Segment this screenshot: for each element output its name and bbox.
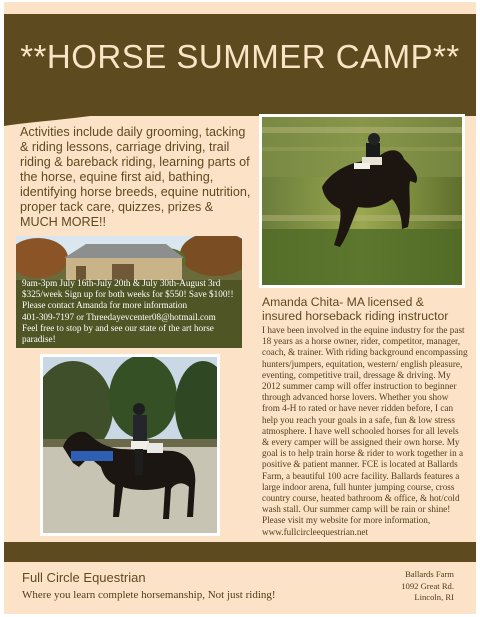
camp-invite: Feel free to stop by and see our state of the art horse paradise! bbox=[22, 322, 214, 345]
page-title: **HORSE SUMMER CAMP** bbox=[20, 38, 460, 75]
address-line: Ballards Farm bbox=[405, 569, 454, 579]
camp-price: $325/week Sign up for both weeks for $550! Save $100!! bbox=[22, 289, 234, 300]
top-band bbox=[4, 2, 476, 14]
rider-photo bbox=[40, 354, 220, 536]
address bbox=[384, 569, 454, 604]
instructor-bio: I have been involved in the equine industry for the past 18 years as a horse owner, rider, competitor, manager, coach, & trainer. With riding background encompassing hunters/jumpers, equitation, western/ english pleasure, eventing, competitive trail, dressage & driving. My 2012 summer camp will offer instruction to beginner through advanced horse lovers. Whether you show from 4-H to rated or have never ridden before, I can help you reach your goals in a safe, fun & low stress atmosphere. I have well schooled horses for all levels & every camper will be assigned their own horse. My goal is to help train horse & rider to work together in a positive & patient manner. FCE is located at Ballards Farm, a beautiful 100 acre facility. Ballards features a large indoor arena, full hunter jumping course, cross country course, heated bathroom & office, & hot/cold wash stall. Our summer camp will be rain or shine! Please visit my website for more information, www.fullcircleequestrian.net bbox=[262, 325, 468, 537]
flyer bbox=[4, 2, 476, 614]
business-name: Full Circle Equestrian bbox=[22, 570, 146, 585]
instructor-title: Amanda Chita- MA licensed & insured horseback riding instructor bbox=[262, 295, 449, 323]
jumping-horse-photo bbox=[259, 114, 465, 288]
activities-text: Activities include daily grooming, tacking & riding lessons, carriage driving, trail riding & bareback riding, learning parts of the horse, equine first aid, bathing, identifying horse breeds, equine nutrition, proper tack care, quizzes, prizes & MUCH MORE!! bbox=[20, 125, 251, 229]
footer-band bbox=[4, 542, 476, 562]
address-line: Lincoln, RI bbox=[414, 592, 454, 602]
business-tagline: Where you learn complete horsemanship, Not just riding! bbox=[22, 589, 276, 601]
camp-phone-email: 401-309-7197 or Threedayevcenter08@hotmail.com bbox=[22, 311, 216, 322]
address-line: 1092 Great Rd. bbox=[401, 580, 454, 591]
camp-dates: 9am-3pm July 16th-July 20th & July 30th-August 3rd bbox=[22, 278, 221, 288]
camp-contact: Please contact Amanda for more information bbox=[22, 300, 188, 311]
camp-info bbox=[22, 278, 242, 345]
